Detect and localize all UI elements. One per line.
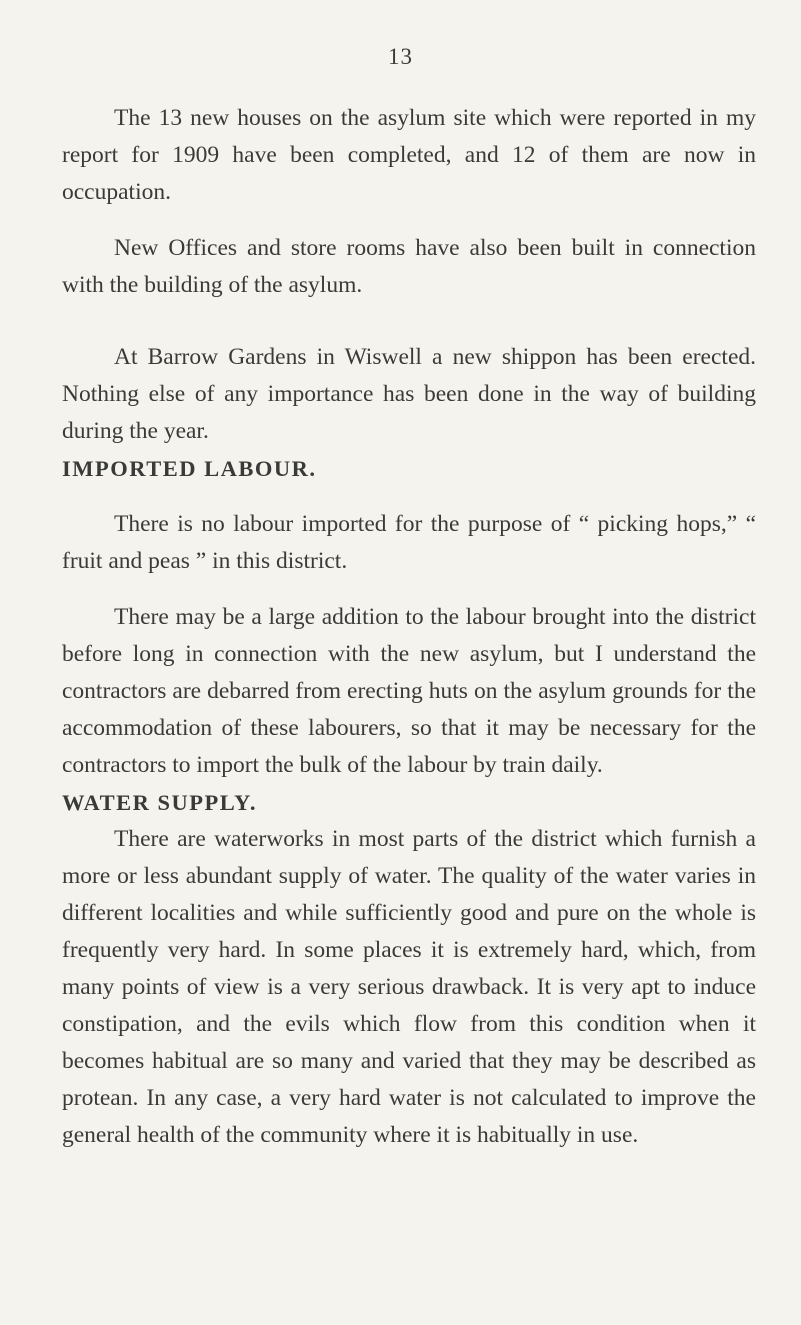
paragraph-waterworks: There are waterworks in most parts of the district which furnish a more or less abundant supply of water. The quality of the water varies in different localities and while sufficiently good and pure on the whole is frequently very hard. In some places it is extremely hard, which, from many points of view is a very serious drawback. It is very apt to induce constipation, and the evils which flow from this condition when it becomes habitual are so many and varied that they may be described as protean. In any case, a very hard water is not calculated to improve the general health of the community where it is habitually in use. — [62, 826, 756, 1148]
document-body — [62, 100, 756, 1154]
paragraph-offices: New Offices and store rooms have also been built in connection with the building of the asylum. — [62, 235, 756, 298]
paragraph-barrow-gardens: At Barrow Gardens in Wiswell a new shippon has been erected. Nothing else of any importance has been done in the way of building during the year. — [62, 344, 756, 444]
paragraph-asylum-houses: The 13 new houses on the asylum site which were reported in my report for 1909 have been completed, and 12 of them are now in occupation. — [62, 105, 756, 205]
paragraph-asylum-labour: There may be a large addition to the labour brought into the district before long in connection with the new asylum, but I understand the contractors are debarred from erecting huts on the asylum grounds for the accommodation of these labourers, so that it may be necessary for the contractors to import the bulk of the labour by train daily. — [62, 604, 756, 778]
paragraph-picking-hops: There is no labour imported for the purpose of “ picking hops,” “ fruit and peas ” in this district. — [62, 511, 756, 574]
section-heading-water-supply: WATER SUPPLY. — [62, 790, 257, 815]
page-number: 13 — [388, 44, 413, 69]
section-heading-imported-labour: IMPORTED LABOUR. — [62, 456, 317, 481]
